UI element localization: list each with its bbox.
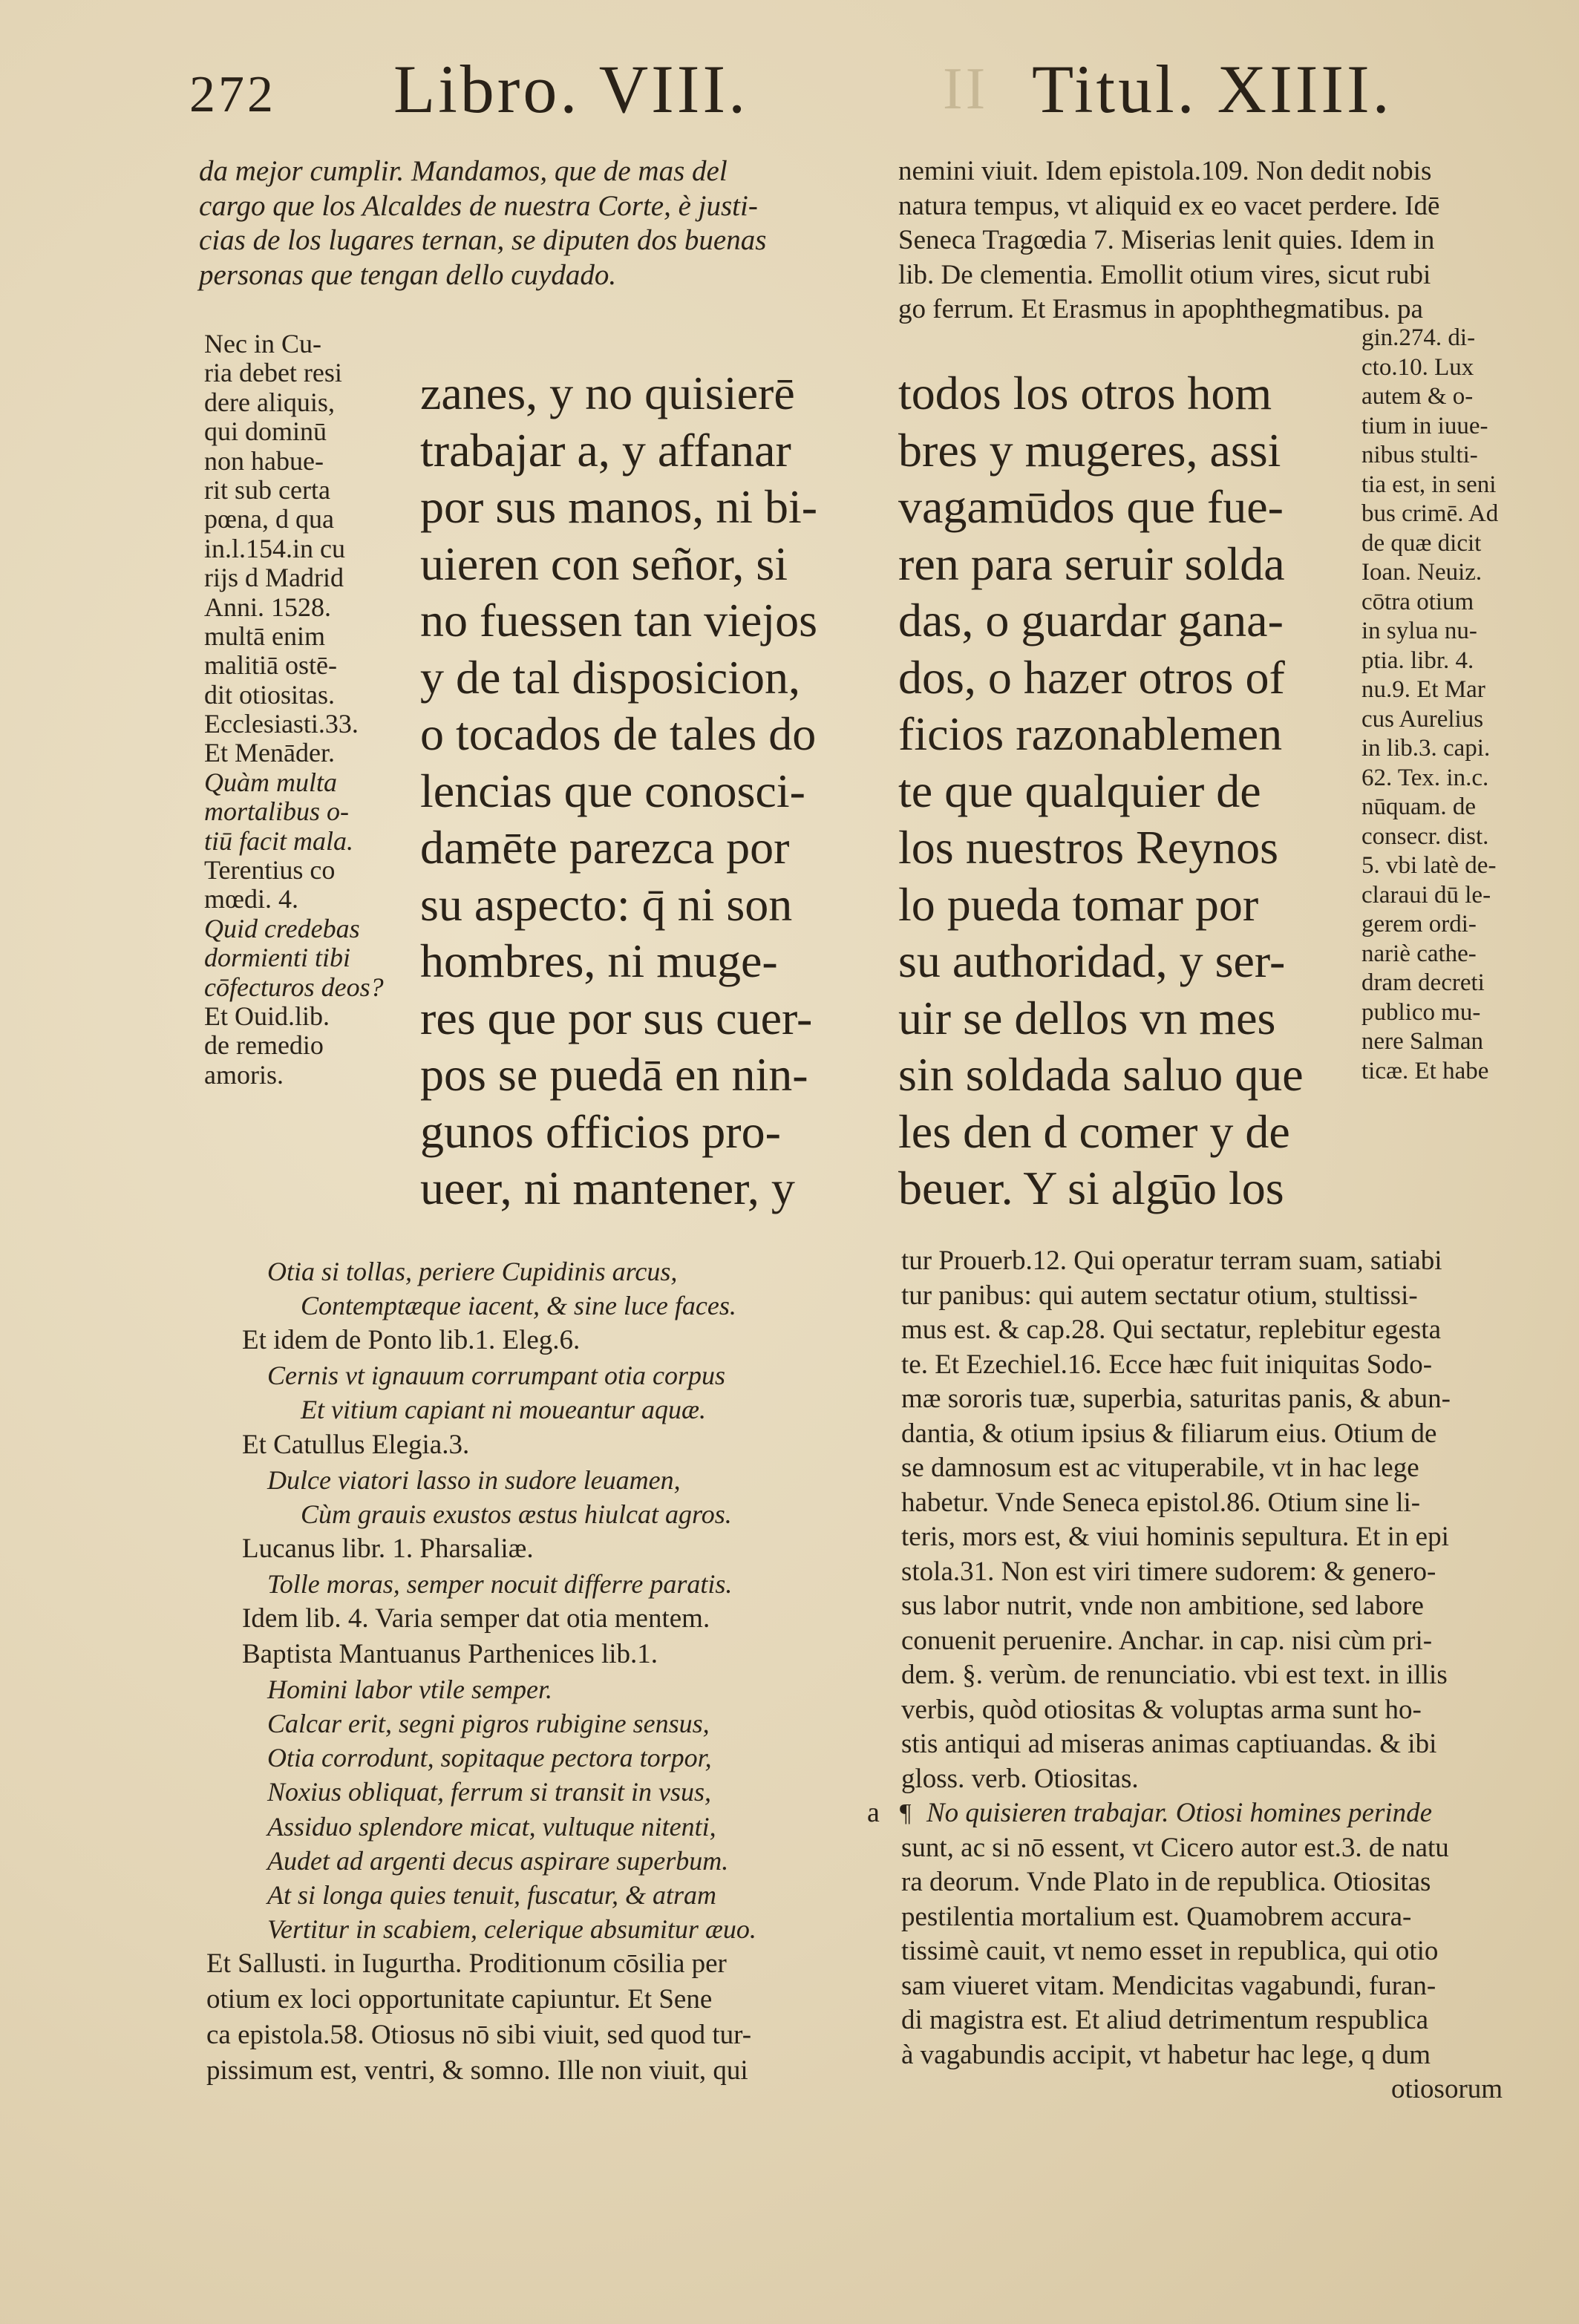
text-line: lo pueda tomar por [898,877,1259,931]
text-line: zanes, y no quisierē [420,367,795,419]
margin-line: qui dominū [204,416,327,447]
verse-line: Calcar erit, segni pigros rubigine sensus, [267,1708,710,1738]
text-line: res que por sus cuer- [420,991,813,1044]
text-line: y de tal disposicion, [420,650,800,704]
margin-line: dit otiositas. [204,679,336,710]
text-line: uieren con señor, si [420,537,788,590]
verse-line: Noxius obliquat, ferrum si transit in vsus, [267,1777,712,1807]
gloss-line: personas que tengan dello cuydado. [199,258,617,291]
gloss-line: conuenit peruenire. Anchar. in cap. nisi cùm pri- [901,1625,1433,1656]
margin-line: in lib.3. capi. [1361,735,1491,762]
margin-line: amoris. [204,1059,284,1090]
gloss-line: ra deorum. Vnde Plato in de republica. Otiositas [901,1867,1431,1897]
text-line: sin soldada saluo que [898,1048,1304,1101]
text-line: les den d comer y de [898,1104,1290,1158]
text-line: ren para seruir solda [898,537,1285,590]
margin-line: tium in iuue- [1361,412,1488,439]
margin-line: de quæ dicit [1361,529,1482,557]
gloss-line: habetur. Vnde Seneca epistol.86. Otium sine li- [901,1487,1421,1518]
margin-line: ria debet resi [204,358,342,388]
gloss-line: sus labor nutrit, vnde non ambitione, sed labore [901,1591,1424,1621]
margin-line: multā enim [204,621,325,651]
verse-line: Contemptæque iacent, & sine luce faces. [301,1291,736,1321]
text-line: o tocados de tales do [420,707,817,760]
margin-line: nūquam. de [1361,793,1476,820]
margin-line: 5. vbi latè de- [1361,852,1497,879]
margin-line: rijs d Madrid [204,563,344,593]
gloss-line: tissimè cauit, vt nemo esset in republica, qui otio [901,1936,1439,1966]
title-heading: Titul. XIIII. [1032,51,1393,127]
gloss-line: mæ sororis tuæ, superbia, saturitas panis, & abun- [901,1384,1451,1414]
right-margin-note [1361,324,1498,1086]
gloss-line: nemini viuit. Idem epistola.109. Non dedit nobis [898,156,1432,186]
margin-line: Et Ouid.lib. [204,1001,330,1031]
margin-line: in.l.154.in cu [204,533,345,563]
text-line: su authoridad, y ser- [898,934,1286,987]
gloss-line: Seneca Tragœdia 7. Miserias lenit quies. Idem in [898,225,1435,255]
margin-line: publico mu- [1361,998,1481,1026]
text-line: trabajar a, y affanar [420,423,791,477]
margin-line: autem & o- [1361,383,1474,410]
text-line: su aspecto: q̄ ni son [420,877,793,931]
gloss-line: natura tempus, vt aliquid ex eo vacet perdere. Idē [898,190,1440,221]
gloss-line: mus est. & cap.28. Qui sectatur, replebitur egesta [901,1315,1441,1345]
text-line: das, o guardar gana- [898,594,1284,647]
margin-line: Et Menāder. [204,738,335,768]
gloss-line: stola.31. Non est viri timere sudorem: & genero- [901,1556,1436,1587]
text-line: damēte parezca por [420,821,790,874]
margin-line: malitiā ostē- [204,650,337,681]
citation-line: Et Catullus Elegia.3. [242,1429,470,1460]
text-line: beuer. Y si algūo los [898,1162,1284,1214]
verse-line: Otia si tollas, periere Cupidinis arcus, [267,1257,678,1286]
main-text-column-left [420,365,817,1217]
text-line: gunos officios pro- [420,1104,781,1158]
text-line: ficios razonablemen [898,707,1283,760]
citation-line: Lucanus libr. 1. Pharsaliæ. [242,1533,534,1564]
verse-line: At si longa quies tenuit, fuscatur, & atram [267,1879,717,1910]
verse-line: Cùm grauis exustos æstus hiulcat agros. [301,1499,732,1529]
gloss-line: lib. De clementia. Emollit otium vires, sicut rubi [898,259,1431,290]
text-line: los nuestros Reynos [898,821,1278,874]
text-line: pos se puedā en nin- [420,1048,808,1101]
margin-line: cōfecturos deos? [204,972,384,1002]
margin-line: cus Aurelius [1361,705,1484,733]
left-top-gloss [199,154,766,292]
verse-line: Audet ad argenti decus aspirare superbum. [267,1845,729,1876]
text-line: uir se dellos vn mes [898,991,1276,1044]
margin-line: Terentius co [204,855,336,886]
gloss-line: No quisieren trabajar. Otiosi homines perinde [926,1798,1433,1828]
text-line: ueer, ni mantener, y [420,1162,795,1214]
margin-line: rit sub certa [204,474,330,505]
citation-line: Baptista Mantuanus Parthenices lib.1. [242,1638,658,1669]
margin-line: de remedio [204,1030,324,1061]
gloss-line: à vagabundis accipit, vt habetur hac lege, q dum [901,2039,1431,2070]
margin-line: nariè cathe- [1361,940,1477,967]
margin-line: ticæ. Et habe [1361,1057,1489,1084]
gloss-line: tur Prouerb.12. Qui operatur terram suam, satiabi [901,1246,1442,1276]
margin-line: 62. Tex. in.c. [1361,764,1489,791]
margin-line: non habue- [204,445,324,476]
text-line: hombres, ni muge- [420,934,778,987]
text-line: por sus manos, ni bi- [420,480,818,533]
gloss-line: tur panibus: qui autem sectatur otium, stultissi- [901,1280,1418,1311]
citation-line: Et idem de Ponto lib.1. Eleg.6. [242,1325,581,1356]
gloss-line: dantia, & otium ipsius & filiarum eius. Otium de [901,1418,1437,1449]
verse-line: Homini labor vtile semper. [267,1674,552,1704]
gloss-line: otiosorum [1391,2074,1503,2104]
margin-line: nibus stulti- [1361,442,1478,468]
margin-line: dram decreti [1361,969,1485,996]
margin-line: dormienti tibi [204,943,350,973]
book-heading: Libro. VIII. [393,51,749,127]
page-number: 272 [189,66,276,123]
margin-line: bus crimē. Ad [1361,500,1499,527]
margin-line: Ecclesiasti.33. [204,709,359,739]
footnote-marker: a [867,1797,880,1828]
margin-line: Ioan. Neuiz. [1361,559,1482,586]
text-line: vagamūdos que fue- [898,480,1284,533]
right-top-gloss [898,154,1439,327]
gloss-line: cargo que los Alcaldes de nuestra Corte, è justi- [199,189,758,222]
margin-line: gerem ordi- [1361,911,1477,937]
gloss-line: stis antiqui ad miseras animas captiuandas. & ibi [901,1729,1437,1759]
margin-line: gin.274. di- [1361,324,1476,351]
margin-line: ptia. libr. 4. [1361,647,1474,674]
margin-line: mœdi. 4. [204,884,299,914]
gloss-line: pestilentia mortalium est. Quamobrem accura- [901,1901,1412,1932]
gloss-line: gloss. verb. Otiositas. [901,1763,1139,1794]
gloss-line: te. Et Ezechiel.16. Ecce hæc fuit iniquitas Sodo- [901,1349,1433,1380]
text-line: te que qualquier de [898,764,1261,817]
gloss-line: cias de los lugares ternan, se diputen dos buenas [199,224,767,256]
main-text-column-right [898,365,1304,1217]
margin-line: Quid credebas [204,913,360,943]
margin-line: tiū facit mala. [204,825,353,856]
gloss-line: dem. §. verùm. de renunciatio. vbi est text. in illis [901,1660,1448,1690]
text-line: dos, o hazer otros of [898,650,1285,704]
gloss-line: da mejor cumplir. Mandamos, que de mas del [199,155,728,187]
verse-line: Cernis vt ignauum corrumpant otia corpus [267,1361,725,1391]
gloss-line: di magistra est. Et aliud detrimentum respublica [901,2005,1429,2035]
citation-line: Idem lib. 4. Varia semper dat otia mentem. [242,1603,710,1634]
margin-line: in sylua nu- [1361,618,1477,644]
verse-line: Otia corrodunt, sopitaque pectora torpor, [267,1743,712,1773]
gloss-line: se damnosum est ac vituperabile, vt in hac lege [901,1453,1419,1483]
gloss-line: teris, mors est, & viui hominis sepultura. Et in epi [901,1522,1449,1552]
margin-line: dere aliquis, [204,387,335,417]
verse-line: Assiduo splendore micat, vultuque nitenti, [267,1811,716,1842]
margin-line: nere Salman [1361,1028,1484,1055]
margin-line: nu.9. Et Mar [1361,676,1485,703]
margin-line: cto.10. Lux [1361,353,1474,381]
citation-line: pissimum est, ventri, & somno. Ille non viuit, qui [206,2055,748,2086]
margin-line: tia est, in seni [1361,471,1497,498]
verse-line: Et vitium capiant ni moueantur aquæ. [301,1395,706,1425]
verse-line: Dulce viatori lasso in sudore leuamen, [267,1464,681,1495]
bleed-through-mark: II [943,56,989,122]
margin-line: cōtra otium [1361,588,1474,615]
text-line: bres y mugeres, assi [898,423,1281,477]
pilcrow-icon: ¶ [900,1799,912,1827]
margin-line: Quàm multa [204,767,337,797]
margin-line: claraui dū le- [1361,881,1491,909]
left-margin-note [204,330,384,1090]
verse-line: Vertitur in scabiem, celerique absumitur æuo. [267,1914,756,1945]
text-line: lencias que conosci- [420,764,805,817]
text-line: todos los otros hom [898,367,1272,419]
citation-line: ca epistola.58. Otiosus nō sibi viuit, sed quod tur- [206,2020,752,2051]
text-line: no fuessen tan viejos [420,594,817,647]
margin-line: Anni. 1528. [204,592,331,622]
right-bottom-gloss [901,1244,1503,2107]
verse-line: Tolle moras, semper nocuit differre paratis. [267,1568,733,1599]
margin-line: mortalibus o- [204,796,350,827]
gloss-line: sunt, ac si nō essent, vt Cicero autor est.3. de natu [901,1832,1449,1863]
citation-line: otium ex loci opportunitate capiuntur. Et Sene [206,1984,713,2015]
margin-line: consecr. dist. [1361,822,1489,850]
margin-line: pœna, d qua [204,504,334,534]
gloss-line: verbis, quòd otiositas & voluptas arma sunt ho- [901,1694,1422,1725]
gloss-line: go ferrum. Et Erasmus in apophthegmatibus. pa [898,294,1423,324]
left-bottom-gloss [200,1254,854,2089]
gloss-line: sam viueret vitam. Mendicitas vagabundi, furan- [901,1970,1436,2001]
citation-line: Et Sallusti. in Iugurtha. Proditionum cōsilia per [206,1948,727,1980]
margin-line: Nec in Cu- [204,329,321,359]
